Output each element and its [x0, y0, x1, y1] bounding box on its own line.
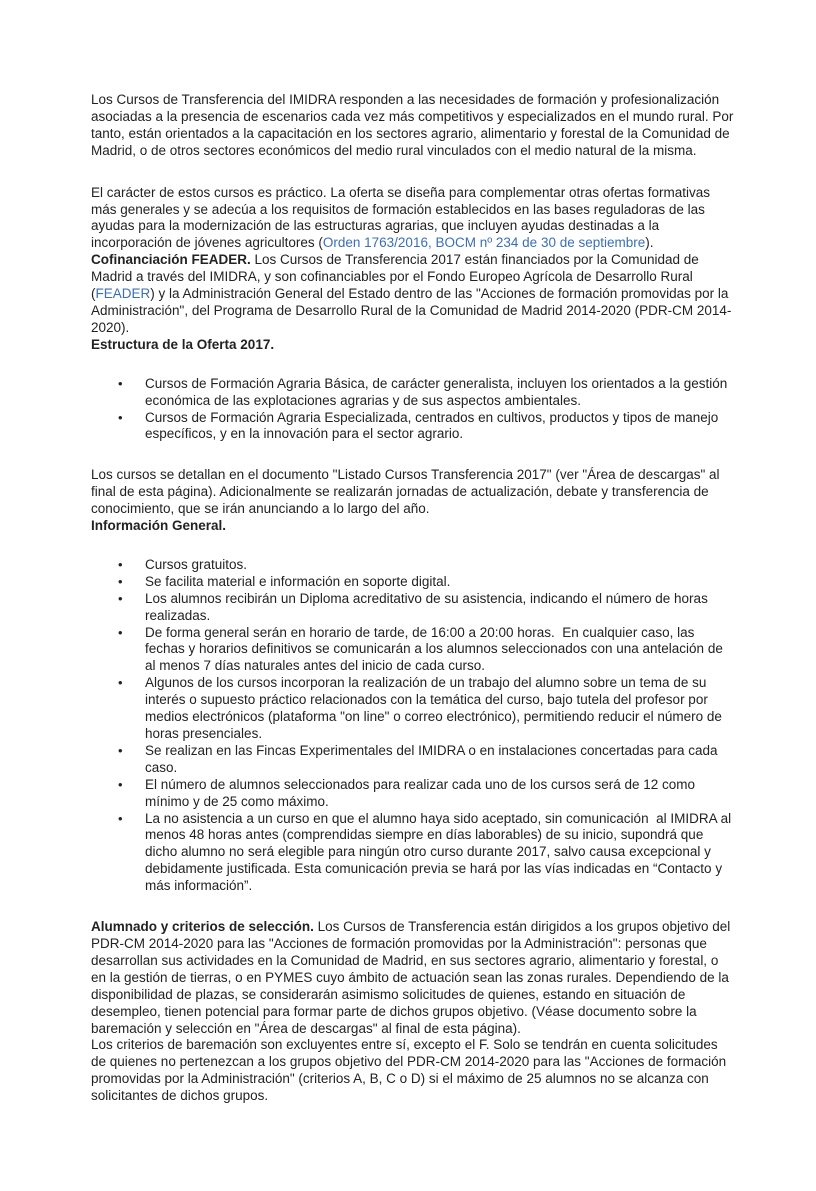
list-item: • El número de alumnos seleccionados para realizar cada uno de los cursos será de 12 como mínimo y de 25 como máximo.: [91, 777, 736, 811]
caracter-text: El carácter de estos cursos es práctico. La oferta se diseña para complementar otras ofertas formativas más generales y se adecúa a los requisitos de formación establecidos en las bases reguladoras de las ayudas para la modernización de las estructuras agrarias, que incluyen ayudas destinadas a la incorporación de jóvenes agricultores (: [91, 184, 711, 251]
cofin-text-2: ) y la Administración General del Estado dentro de las "Acciones de formación promovidas por la Administración", del Programa de Desarrollo Rural de la Comunidad de Madrid 2014-2020 (PDR-CM 2014-2020).: [91, 286, 732, 335]
list-item: • Se facilita material e información en soporte digital.: [91, 574, 736, 591]
intro-paragraph: Los Cursos de Transferencia del IMIDRA responden a las necesidades de formación y profesionalización asociadas a la presencia de escenarios cada vez más competitivos y especializados en el mundo rural. Por tanto, están orientados a la capacitación en los sectores agrario, alimentario y forestal de la Comunidad de Madrid, o de otros sectores económicos del medio rural vinculados con el medio natural de la misma.: [91, 92, 734, 158]
list-item: • Cursos de Formación Agraria Básica, de carácter generalista, incluyen los orientados a la gestión económica de las explotaciones agrarias y de sus aspectos ambientales.: [91, 376, 736, 410]
list-item: • Se realizan en las Fincas Experimentales del IMIDRA o en instalaciones concertadas para cada caso.: [91, 743, 736, 777]
info-heading: Información General.: [91, 518, 227, 534]
cofin-text-1: Los Cursos de Transferencia 2017 están financiados por la Comunidad de Madrid a través del IMIDRA, y son cofinanciables por el Fondo Europeo Agrícola de Desarrollo Rural (: [91, 252, 699, 302]
feader-link[interactable]: FEADER: [95, 286, 151, 302]
info-list: [91, 557, 736, 895]
alumnado-text: Los Cursos de Transferencia están dirigidos a los grupos objetivo del PDR-CM 2014-2020 para las "Acciones de formación promovidas por la Administración": personas que desarrollan sus actividades en la Comunidad de Madrid, en sus sectores agrario, alimentario y forestal, o en la gestión de tierras, o en PYMES cuyo ámbito de actuación sean las zonas rurales. Dependiendo de la disponibilidad de plazas, se considerarán asimismo solicitudes de quienes, estando en situación de desempleo, tienen potencial para formar parte de dichos grupos objetivo. (Véase documento sobre la baremación y selección en "Área de descargas" al final de esta página).: [91, 919, 731, 1036]
detalle-paragraph: Los cursos se detallan en el documento "Listado Cursos Transferencia 2017" (ver "Área de descargas" al final de esta página). Adicionalmente se realizarán jornadas de actualización, debate y transferencia de conocimiento, que se irán anunciando a lo largo del año.: [91, 467, 720, 517]
list-item: • Cursos gratuitos.: [91, 557, 736, 574]
list-item: • Cursos de Formación Agraria Especializada, centrados en cultivos, productos y tipos de manejo específicos, y en la innovación para el sector agrario.: [91, 410, 736, 444]
estructura-heading: Estructura de la Oferta 2017.: [91, 336, 275, 352]
alumnado-heading: Alumnado y criterios de selección.: [91, 919, 314, 935]
orden-link[interactable]: Orden 1763/2016, BOCM nº 234 de 30 de septiembre: [322, 235, 646, 251]
list-item: • La no asistencia a un curso en que el alumno haya sido aceptado, sin comunicación al IMIDRA al menos 48 horas antes (comprendidas siempre en días laborables) de su inicio, supondrá que dicho alumno no será elegible para ningún otro curso durante 2017, salvo causa excepcional y debidamente justificada. Esta comunicación previa se hará por las vías indicadas en “Contacto y más información”.: [91, 811, 736, 896]
list-item: • Los alumnos recibirán un Diploma acreditativo de su asistencia, indicando el número de horas realizadas.: [91, 591, 736, 625]
list-item: • De forma general serán en horario de tarde, de 16:00 a 20:00 horas. En cualquier caso, las fechas y horarios definitivos se comunicarán a los alumnos seleccionados con una antelación de al menos 7 días naturales antes del inicio de cada curso.: [91, 625, 736, 676]
cofinanciacion-paragraph: [91, 252, 736, 337]
estructura-list: [91, 376, 736, 444]
caracter-paragraph: [91, 185, 736, 253]
list-item: • Algunos de los cursos incorporan la realización de un trabajo del alumno sobre un tema de su interés o supuesto práctico relacionados con la temática del curso, bajo tutela del profesor por medios electrónicos (plataforma "on line" o correo electrónico), permitiendo reducir el número de horas presenciales.: [91, 675, 736, 743]
caracter-end: ).: [645, 235, 654, 251]
alumnado-paragraph: [91, 919, 736, 1037]
cofinanciacion-heading: Cofinanciación FEADER.: [91, 252, 251, 268]
criterios-paragraph: Los criterios de baremación son excluyentes entre sí, excepto el F. Solo se tendrán en cuenta solicitudes de quienes no pertenezcan a los grupos objetivo del PDR-CM 2014-2020 para las "Acciones de formación promovidas por la Administración" (criterios A, B, C o D) si el máximo de 25 alumnos no se alcanza con solicitantes de dichos grupos.: [91, 1037, 727, 1104]
